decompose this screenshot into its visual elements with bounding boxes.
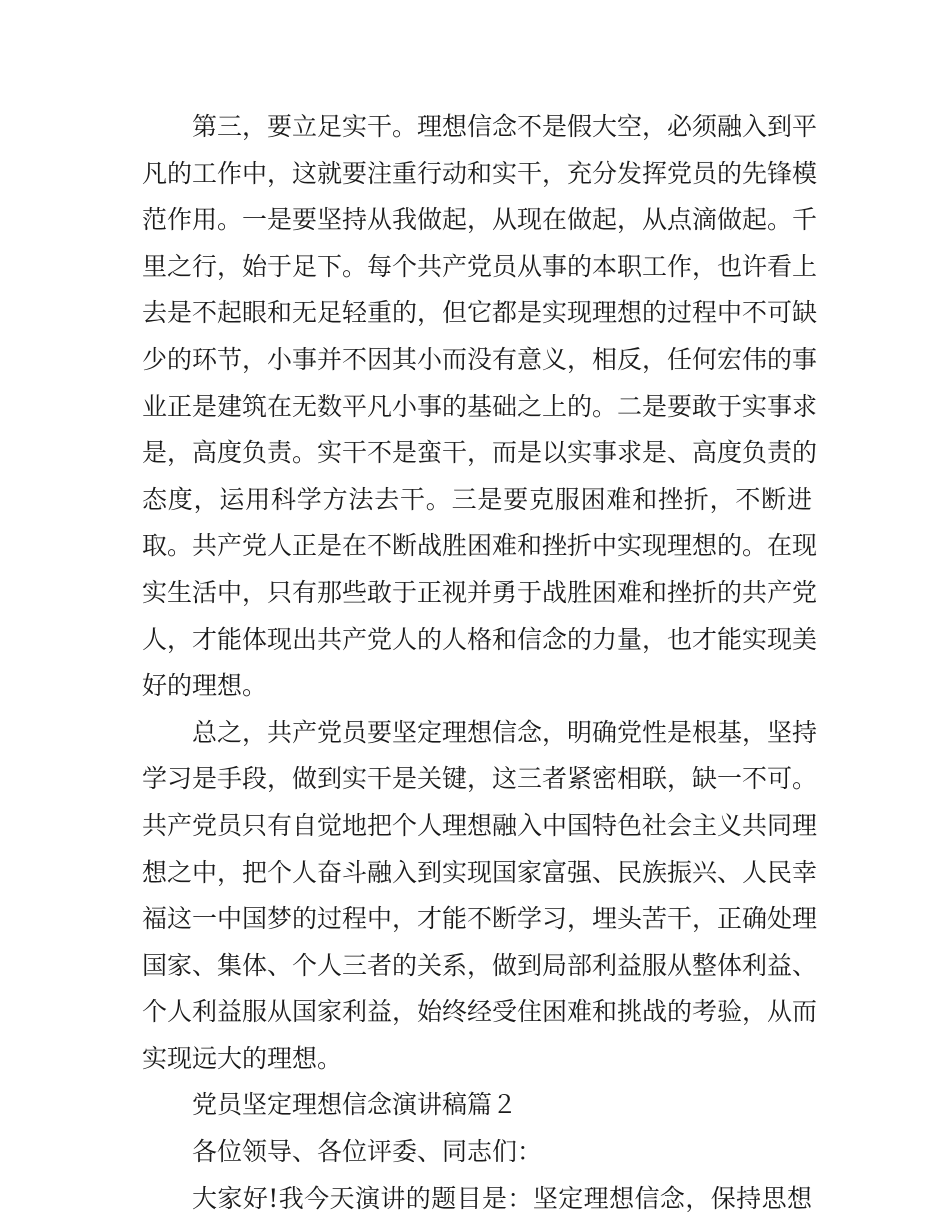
text-line: 人，才能体现出共产党人的人格和信念的力量，也才能实现美 — [142, 624, 818, 654]
text-line: 取。共产党人正是在不断战胜困难和挫折中实现理想的。在现 — [142, 531, 818, 561]
text-line: 实现远大的理想。 — [142, 1043, 343, 1073]
text-line: 学习是手段，做到实干是关键，这三者紧密相联，缺一不可。 — [142, 764, 818, 794]
text-line: 国家、集体、个人三者的关系，做到局部利益服从整体利益、 — [142, 950, 818, 980]
text-line: 范作用。一是要坚持从我做起，从现在做起，从点滴做起。千 — [142, 205, 818, 235]
text-line: 想之中，把个人奋斗融入到实现国家富强、民族振兴、人民幸 — [142, 857, 818, 887]
text-line: 业正是建筑在无数平凡小事的基础之上的。二是要敢于实事求 — [142, 391, 818, 421]
text-line: 总之，共产党员要坚定理想信念，明确党性是根基，坚持 — [192, 717, 818, 747]
salutation: 各位领导、各位评委、同志们： — [192, 1137, 543, 1167]
text-line: 福这一中国梦的过程中，才能不断学习，埋头苦干，正确处理 — [142, 904, 818, 934]
text-line: 大家好!我今天演讲的题目是：坚定理想信念，保持思想 — [192, 1183, 812, 1213]
text-line: 凡的工作中，这就要注重行动和实干，充分发挥党员的先锋模 — [142, 158, 818, 188]
text-line: 好的理想。 — [142, 671, 268, 701]
text-line: 实生活中，只有那些敢于正视并勇于战胜困难和挫折的共产党 — [142, 577, 818, 607]
document-body — [142, 104, 818, 1222]
text-line: 态度，运用科学方法去干。三是要克服困难和挫折，不断进 — [142, 484, 812, 514]
text-line: 少的环节，小事并不因其小而没有意义，相反，任何宏伟的事 — [142, 344, 818, 374]
text-line: 去是不起眼和无足轻重的，但它都是实现理想的过程中不可缺 — [142, 298, 818, 328]
text-line: 是，高度负责。实干不是蛮干，而是以实事求是、高度负责的 — [142, 438, 818, 468]
text-line: 共产党员只有自觉地把个人理想融入中国特色社会主义共同理 — [142, 810, 818, 840]
text-line: 里之行，始于足下。每个共产党员从事的本职工作，也许看上 — [142, 251, 818, 281]
text-line: 第三，要立足实干。理想信念不是假大空，必须融入到平 — [192, 112, 818, 141]
text-line: 个人利益服从国家利益，始终经受住困难和挑战的考验，从而 — [142, 997, 818, 1027]
section-heading: 党员坚定理想信念演讲稿篇２ — [192, 1090, 518, 1120]
